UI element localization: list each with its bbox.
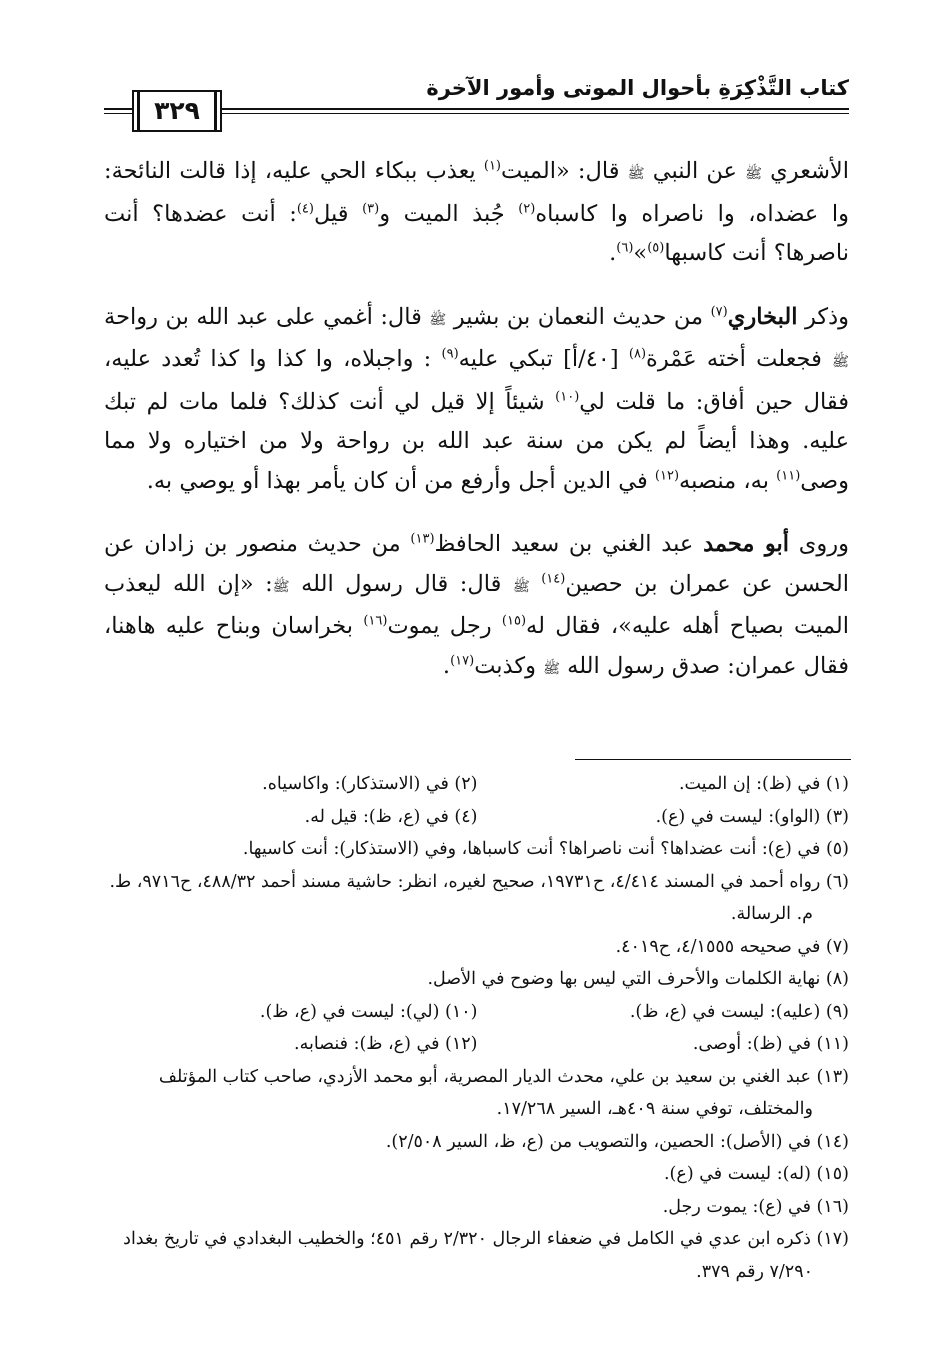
text-run: : واجبلاه، وا كذا وا كذا تُعدد عليه، فقال حين أفاق: ما قلت لي bbox=[104, 346, 849, 415]
text-run: في الدين أجل وأرفع من أن كان يأمر بهذا أو يوصي به. bbox=[146, 467, 655, 494]
running-header bbox=[104, 72, 849, 132]
text-run: قال: أغمي على عبد الله بن رواحة bbox=[104, 303, 430, 330]
footnotes bbox=[106, 768, 849, 1288]
text-run: رجل يموت bbox=[387, 613, 502, 639]
text-run: عبد الغني بن سعيد الحافظ bbox=[434, 531, 704, 557]
footnote-8: (٨) نهاية الكلمات والأحرف التي ليس بها وضوح في الأصل. bbox=[427, 969, 849, 989]
text-run: [٤٠/أ] تبكي عليه bbox=[458, 346, 629, 372]
footnote-16: (١٦) في (ع): يموت رجل. bbox=[662, 1196, 849, 1217]
footnote-ref: (٩) bbox=[441, 346, 459, 362]
text-run: . bbox=[442, 652, 451, 679]
footnote-ref: (٣) bbox=[362, 201, 380, 216]
text-run: فجعلت أخته عَمْرة bbox=[646, 346, 833, 372]
footnote-row bbox=[106, 996, 849, 1029]
footnote-separator bbox=[575, 759, 851, 760]
text-run: قيل bbox=[313, 200, 363, 227]
text-run: » bbox=[633, 240, 648, 266]
bold-name: أبو محمد bbox=[703, 531, 790, 557]
footnote-ref: (٧) bbox=[710, 304, 728, 319]
footnote-ref: (٨) bbox=[628, 346, 647, 362]
honorific-glyph: ﷺ bbox=[543, 660, 561, 677]
footnote-3: (٣) (الواو): ليست في (ع). bbox=[655, 806, 849, 827]
text-run: جُبذ الميت و bbox=[379, 200, 519, 227]
text-run: قال: قال رسول الله bbox=[289, 570, 513, 597]
footnote-ref: (١٤) bbox=[541, 571, 566, 586]
footnote-7: (٧) في صحيحه ٤/١٥٥٥، ح٤٠١٩. bbox=[615, 936, 849, 957]
text-run: . bbox=[609, 240, 617, 266]
footnote-ref: (١٥) bbox=[501, 613, 527, 629]
text-run: من حديث النعمان بن بشير bbox=[446, 303, 711, 330]
footnote-ref: (٤) bbox=[296, 201, 314, 216]
bold-name: البخاري bbox=[727, 303, 798, 330]
honorific-glyph: ﷺ bbox=[627, 166, 645, 182]
text-run: وروى bbox=[789, 531, 849, 557]
footnote-ref: (٢) bbox=[518, 201, 536, 216]
honorific-glyph: ﷺ bbox=[832, 354, 849, 370]
text-run: شيئاً إلا قيل لي أنت كذلك؟ فلما مات لم تبك عليه. وهذا أيضاً لم يكن من سنة عبد الله بن رواحة ولا من اختياره ولا مما وصى bbox=[104, 388, 849, 494]
footnote-ref: (٥) bbox=[647, 240, 665, 256]
footnote-9: (٩) (عليه): ليست في (ع، ظ). bbox=[629, 1001, 849, 1022]
honorific-glyph: ﷺ bbox=[512, 578, 530, 595]
footnote-4: (٤) في (ع، ظ): قيل له. bbox=[304, 806, 478, 827]
footnote-17: (١٧) ذكره ابن عدي في الكامل في ضعفاء الرجال ٢/٣٢٠ رقم ٤٥١؛ والخطيب البغدادي في تاريخ بغداد ٧/٢٩٠ رقم ٣٧٩. bbox=[123, 1229, 849, 1282]
text-run: بخراسان وبناح عليه هاهنا، فقال عمران: صدق رسول الله bbox=[104, 613, 849, 679]
text-run bbox=[530, 571, 541, 597]
footnote-2: (٢) في (الاستذكار): واكاسياه. bbox=[262, 774, 478, 794]
honorific-glyph: ﷺ bbox=[745, 166, 763, 182]
paragraph-3 bbox=[104, 525, 849, 689]
footnote-ref: (١٦) bbox=[363, 613, 388, 629]
footnote-row bbox=[106, 768, 849, 801]
footnote-6: (٦) رواه أحمد في المسند ٤/٤١٤، ح١٩٧٣١، صحيح لغيره، انظر: حاشية مسند أحمد ٤٨٨/٣٢، ح٩٧١٦، ط. م. الرسالة. bbox=[109, 871, 849, 924]
text-run: يعذب ببكاء الحي عليه، إذا قالت النائحة: وا عضداه، وا ناصراه وا كاسباه bbox=[104, 158, 849, 227]
footnote-ref: (١٠) bbox=[555, 389, 580, 404]
footnote-1: (١) في (ظ): إن الميت. bbox=[678, 774, 849, 794]
paragraph-2 bbox=[104, 298, 849, 502]
footnote-ref: (١) bbox=[483, 158, 501, 174]
text-run: : أنت عضدها؟ أنت ناصرها؟ أنت كاسبها bbox=[104, 200, 849, 266]
text-run: من حديث منصور بن زادان عن الحسن عن عمران بن حصين bbox=[104, 531, 849, 597]
text-run: قال: «الميت bbox=[501, 158, 628, 184]
running-title: كتاب التَّذْكِرَةِ بأحوال الموتى وأمور الآخرة bbox=[426, 76, 849, 100]
footnote-14: (١٤) في (الأصل): الحصين، والتصويب من (ع، ظ، السير ٢/٥٠٨). bbox=[385, 1131, 849, 1152]
text-run: عن النبي bbox=[644, 158, 746, 184]
footnote-12: (١٢) في (ع، ظ): فنصابه. bbox=[294, 1034, 478, 1054]
honorific-glyph: ﷺ bbox=[429, 311, 447, 328]
footnote-13: (١٣) عبد الغني بن سعيد بن علي، محدث الديار المصرية، أبو محمد الأزدي، صاحب كتاب المؤتلف والمختلف، توفي سنة ٤٠٩هـ، السير ١٧/٢٦٨. bbox=[158, 1066, 849, 1119]
page-number: ٣٢٩ bbox=[132, 90, 222, 132]
footnote-ref: (١٧) bbox=[450, 653, 475, 668]
text-run: الأشعري bbox=[762, 158, 850, 184]
honorific-glyph: ﷺ bbox=[272, 578, 290, 595]
footnote-ref: (١٢) bbox=[654, 468, 680, 483]
footnote-ref: (١٣) bbox=[410, 531, 435, 547]
footnote-row bbox=[106, 1028, 849, 1061]
text-run: به، منصبه bbox=[679, 467, 777, 494]
footnote-ref: (٦) bbox=[616, 240, 634, 256]
footnote-15: (١٥) (له): ليست في (ع). bbox=[663, 1164, 849, 1184]
footnote-ref: (١١) bbox=[776, 468, 801, 483]
footnote-10: (١٠) (لي): ليست في (ع، ظ). bbox=[259, 1001, 478, 1022]
main-text bbox=[104, 152, 849, 713]
footnote-11: (١١) في (ظ): أوصى. bbox=[692, 1034, 849, 1054]
paragraph-1 bbox=[104, 152, 849, 274]
text-run: : «إن الله ليعذب الميت بصياح أهله عليه»، فقال له bbox=[104, 570, 850, 639]
footnote-row bbox=[106, 801, 849, 834]
footnote-5: (٥) في (ع): أنت عضداها؟ أنت ناصراها؟ أنت كاسباها، وفي (الاستذكار): أنت كاسيها. bbox=[242, 839, 849, 859]
text-run: وذكر bbox=[797, 303, 850, 330]
text-run: وكذبت bbox=[474, 652, 544, 679]
